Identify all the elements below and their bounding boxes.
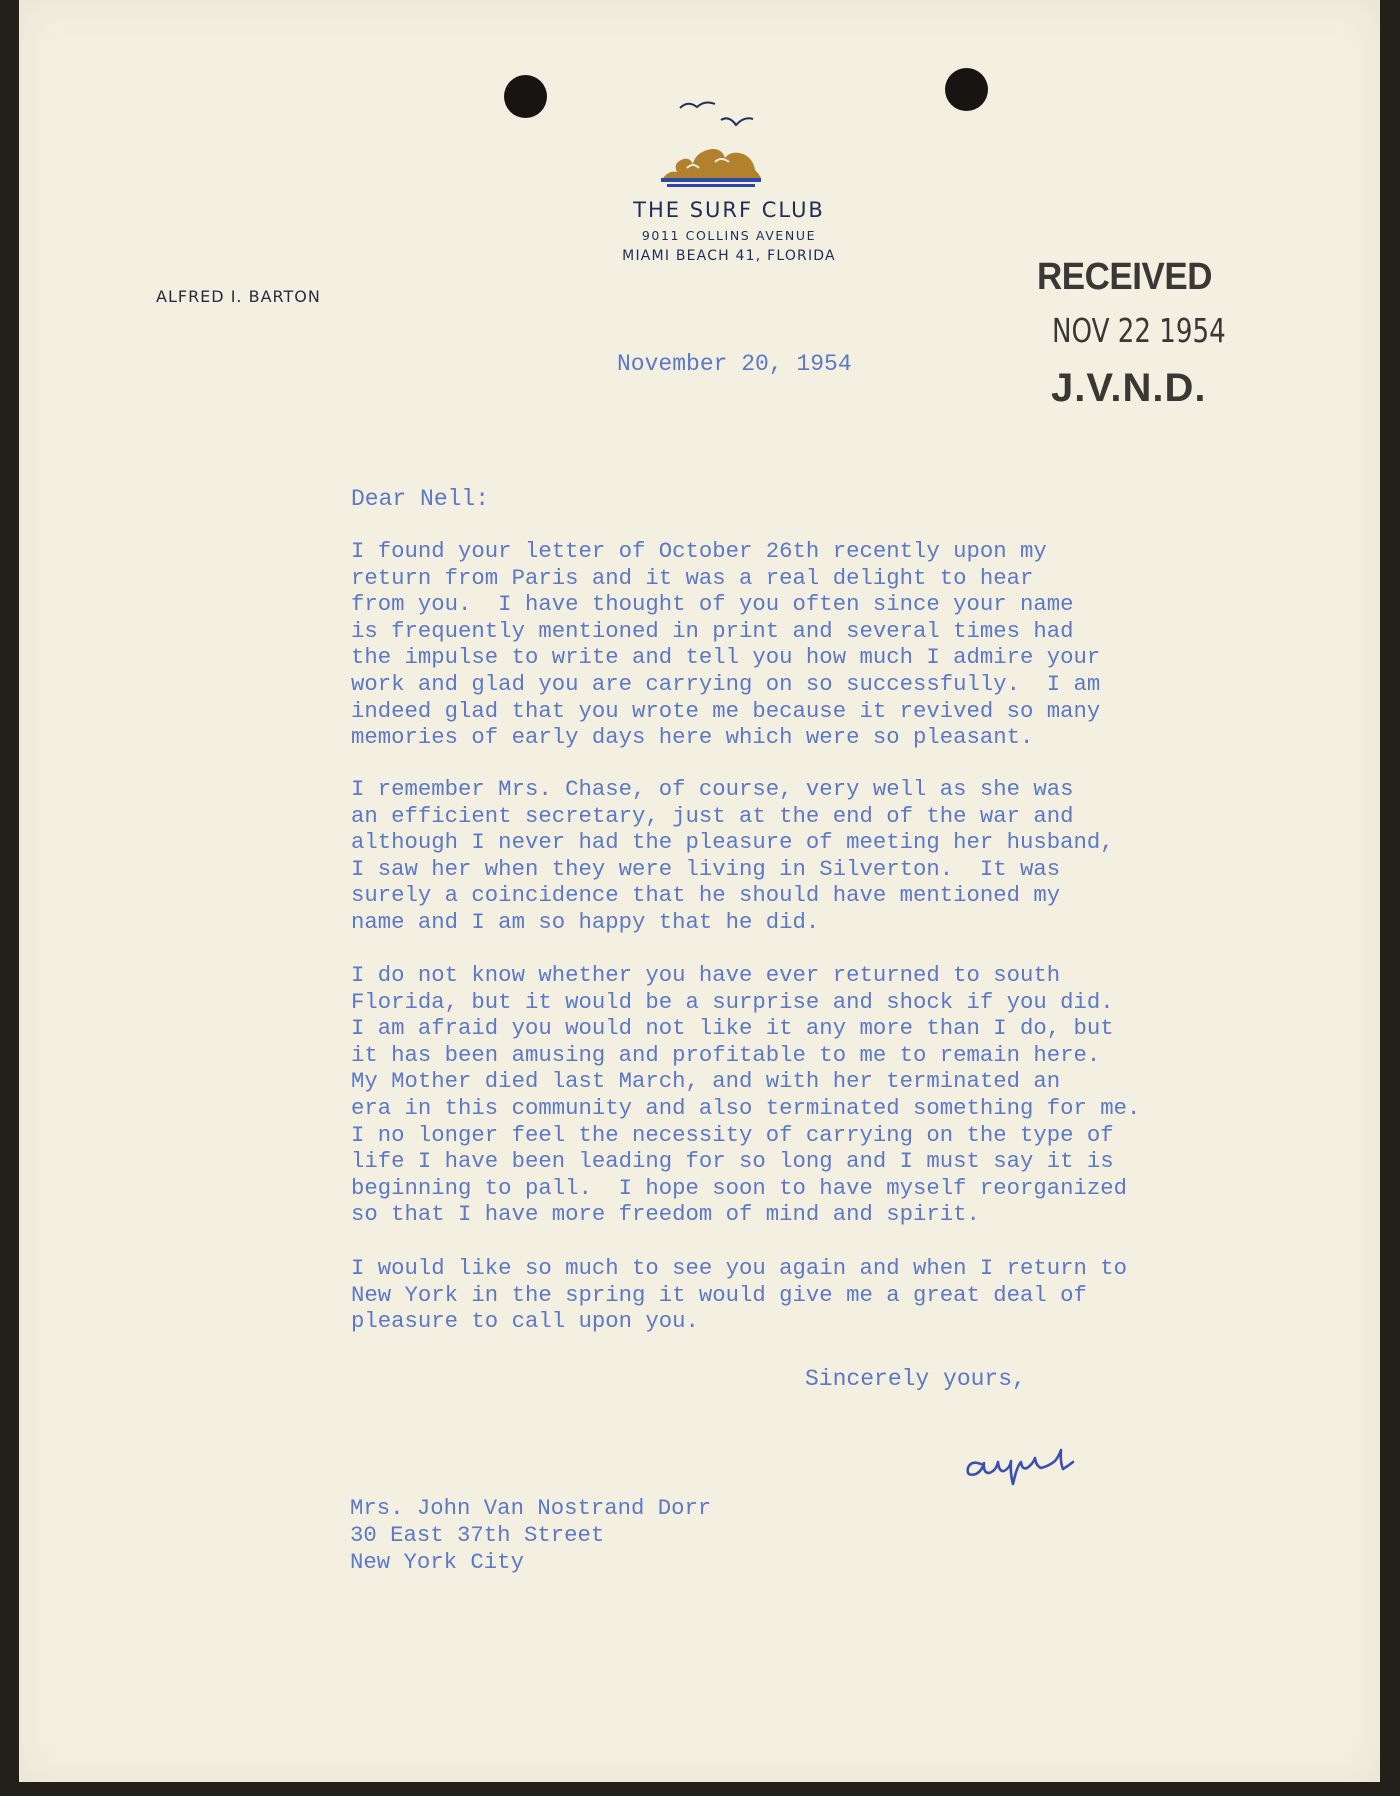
- salutation: Dear Nell:: [351, 486, 490, 512]
- paragraph-line: indeed glad that you wrote me because it revived so many: [351, 697, 1101, 724]
- paragraph-line: pleasure to call upon you.: [351, 1308, 699, 1335]
- paragraph-line: return from Paris and it was a real delight to hear: [351, 564, 1034, 591]
- paragraph-line: New York in the spring it would give me a great deal of: [351, 1281, 1087, 1308]
- paragraph-line: an efficient secretary, just at the end of the war and: [351, 802, 1074, 829]
- paragraph-line: it has been amusing and profitable to me to remain here.: [351, 1041, 1101, 1068]
- paragraph-line: so that I have more freedom of mind and spirit.: [351, 1201, 980, 1228]
- paragraph-line: although I never had the pleasure of meeting her husband,: [351, 829, 1114, 856]
- recipient-line: New York City: [350, 1549, 524, 1575]
- seagull-icon: [719, 114, 755, 130]
- paragraph-line: is frequently mentioned in print and several times had: [351, 617, 1074, 644]
- paragraph-line: memories of early days here which were so pleasant.: [351, 724, 1034, 751]
- received-stamp-date: NOV 22 1954: [1052, 311, 1226, 350]
- paragraph-line: beginning to pall. I hope soon to have myself reorganized: [351, 1174, 1128, 1201]
- letterhead-sender: ALFRED I. BARTON: [156, 287, 321, 306]
- letter-date: November 20, 1954: [617, 351, 852, 377]
- received-stamp-initials: J.V.N.D.: [1051, 366, 1207, 410]
- punch-hole-left: [504, 75, 547, 118]
- paragraph-line: I no longer feel the necessity of carrying on the type of: [351, 1121, 1114, 1148]
- closing: Sincerely yours,: [805, 1366, 1026, 1392]
- paragraph-line: Florida, but it would be a surprise and shock if you did.: [351, 988, 1114, 1015]
- punch-hole-right: [945, 68, 988, 111]
- paragraph-3: [351, 962, 1140, 1228]
- paragraph-line: life I have been leading for so long and I must say it is: [351, 1148, 1114, 1175]
- recipient-line: Mrs. John Van Nostrand Dorr: [350, 1495, 712, 1521]
- paragraph-line: surely a coincidence that he should have mentioned my: [351, 882, 1061, 909]
- received-stamp: RECEIVED: [1037, 256, 1213, 298]
- paragraph-line: My Mother died last March, and with her terminated an: [351, 1068, 1061, 1095]
- recipient-address: [350, 1495, 711, 1576]
- paragraph-line: I would like so much to see you again and when I return to: [351, 1255, 1128, 1281]
- recipient-line: 30 East 37th Street: [350, 1522, 605, 1548]
- paragraph-line: I remember Mrs. Chase, of course, very well as she was: [351, 776, 1074, 802]
- paragraph-1: [351, 538, 1100, 751]
- paragraph-line: I do not know whether you have ever returned to south: [351, 962, 1061, 988]
- paragraph-line: name and I am so happy that he did.: [351, 908, 820, 935]
- paragraph-line: work and glad you are carrying on so successfully. I am: [351, 670, 1101, 697]
- paragraph-line: I saw her when they were living in Silverton. It was: [351, 855, 1061, 882]
- paragraph-2: [351, 776, 1114, 936]
- paragraph-4: [351, 1255, 1127, 1335]
- letterhead-city: MIAMI BEACH 41, FLORIDA: [622, 248, 836, 264]
- paragraph-line: era in this community and also terminated something for me.: [351, 1094, 1141, 1121]
- surf-club-wave-logo: [659, 144, 763, 190]
- letterhead-club-name: THE SURF CLUB: [633, 198, 825, 222]
- handwritten-signature: [963, 1444, 1103, 1490]
- paragraph-line: I am afraid you would not like it any more than I do, but: [351, 1015, 1114, 1042]
- paragraph-line: I found your letter of October 26th recently upon my: [351, 538, 1047, 564]
- paragraph-line: from you. I have thought of you often since your name: [351, 591, 1074, 618]
- paragraph-line: the impulse to write and tell you how much I admire your: [351, 644, 1101, 671]
- seagull-icon: [678, 98, 718, 114]
- letter-page: [19, 0, 1380, 1782]
- letterhead-street: 9011 COLLINS AVENUE: [641, 228, 817, 243]
